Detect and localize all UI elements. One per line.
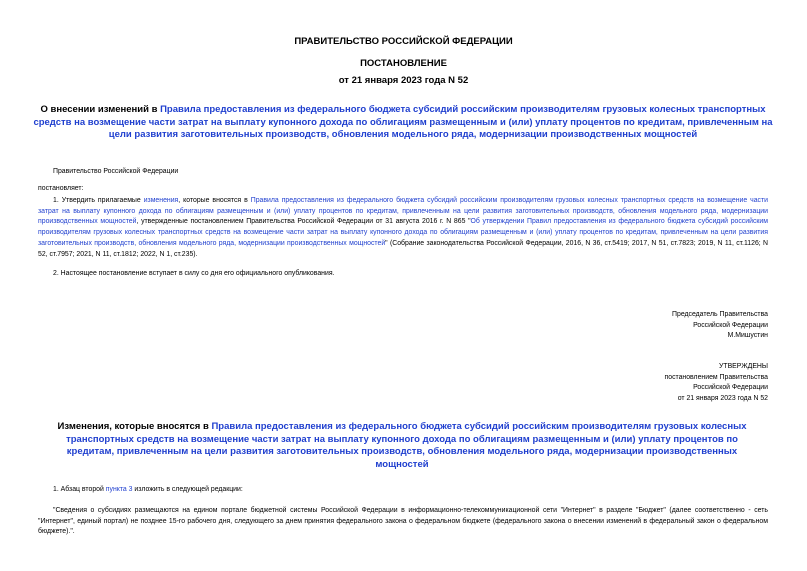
government-title: ПРАВИТЕЛЬСТВО РОССИЙСКОЙ ФЕДЕРАЦИИ xyxy=(294,36,513,47)
document-subject xyxy=(32,104,774,142)
signature-name: М.Мишустин xyxy=(727,332,768,340)
rules-link-2[interactable]: Правила предоставления из федерального бюджета субсидий российским производителям грузовых колесных транспортных средств на возмещение части затрат на выплату купонного дохода по облигациям размещенным и (или) уплату процентов по кредитам, привлеченным на цели развития заготовительных производств, обновления модельного ряда, модернизации производственных мощностей xyxy=(38,197,769,226)
paragraph-1 xyxy=(38,196,768,260)
approval-line-4: от 21 января 2023 года N 52 xyxy=(677,395,768,403)
government-line: Правительство Российской Федерации xyxy=(53,168,179,175)
p1-text-d: " (Собрание законодательства Российской Федерации, 2016, N 36, ст.5419; 2017, N 51, ст.7823; 2019, N 11, ст.1126; N 52, ст.7957; 2021, N 11, ст.1812; 2022, N 1, ст.235). xyxy=(38,239,768,258)
approval-block xyxy=(665,362,769,405)
signature-block xyxy=(672,310,768,342)
signature-line-1: Председатель Правительства xyxy=(672,311,768,318)
changes-title xyxy=(42,421,762,471)
resolution-865-link[interactable]: Об утверждении Правил предоставления из федерального бюджета субсидий российским производителям грузовых колесных транспортных средств на возмещение части затрат на выплату купонного дохода по облигациям размещенным и (или) уплату процентов по кредитам, привлеченным на цели развития заготовительных производств, обновления модельного ряда, модернизации производственных мощностей xyxy=(38,218,768,247)
changes-prefix: Изменения, которые вносятся в xyxy=(57,421,212,432)
p1-text-a: 1. Утвердить прилагаемые xyxy=(53,197,144,204)
approval-line-3: Российской Федерации xyxy=(693,384,768,392)
document-date-number: от 21 января 2023 года N 52 xyxy=(338,75,469,86)
p1-text-c: , утвержденные постановлением Правительства Российской Федерации от 31 августа 2016 г. N 865 " xyxy=(136,218,471,226)
approval-line-2: постановлением Правительства xyxy=(664,373,768,381)
quoted-text xyxy=(38,506,768,538)
signature-line-2: Российской Федерации xyxy=(693,321,768,329)
clause-3-link[interactable]: пункта 3 xyxy=(105,486,133,493)
a1-text-a: 1. Абзац второй xyxy=(53,486,106,493)
rules-link-3[interactable]: Правила предоставления из федерального бюджета субсидий российским производителям грузовых колесных транспортных средств на возмещение части затрат на выплату купонного дохода по облигациям размещенным и (или) уплату процентов по кредитам, привлеченным на цели развития заготовительных производств, обновления модельного ряда, модернизации производственных мощностей xyxy=(66,421,747,470)
change-item-1 xyxy=(53,485,243,496)
paragraph-2: 2. Настоящее постановление вступает в силу со дня его официального опубликования. xyxy=(53,270,335,277)
subject-prefix: О внесении изменений в xyxy=(40,104,161,115)
changes-link[interactable]: изменения xyxy=(143,197,179,204)
approval-line-1: УТВЕРЖДЕНЫ xyxy=(719,363,768,370)
a1-text-b: изложить в следующей редакции: xyxy=(132,486,243,493)
document-type: ПОСТАНОВЛЕНИЕ xyxy=(360,58,447,69)
rules-link[interactable]: Правила предоставления из федерального бюджета субсидий российским производителям грузовых колесных транспортных средств на возмещение части затрат на выплату купонного дохода по облигациям размещенным и (или) уплату процентов по кредитам, привлеченным на цели развития заготовительных производств, обновления модельного ряда, модернизации производственных мощностей xyxy=(33,104,773,140)
resolves-line: постановляет: xyxy=(38,185,84,192)
quote-body: "Сведения о субсидиях размещаются на едином портале бюджетной системы Российской Федерации в информационно-телекоммуникационной сети "Интернет" в разделе "Бюджет" (далее соответственно - сеть "Интернет", единый портал) не позднее 15-го рабочего дня, следующего за днем принятия федерального закона о федеральном бюджете (федерального закона о внесении изменений в федеральный закон о федеральном бюджете).". xyxy=(38,507,768,536)
p1-text-b: , которые вносятся в xyxy=(178,197,251,204)
